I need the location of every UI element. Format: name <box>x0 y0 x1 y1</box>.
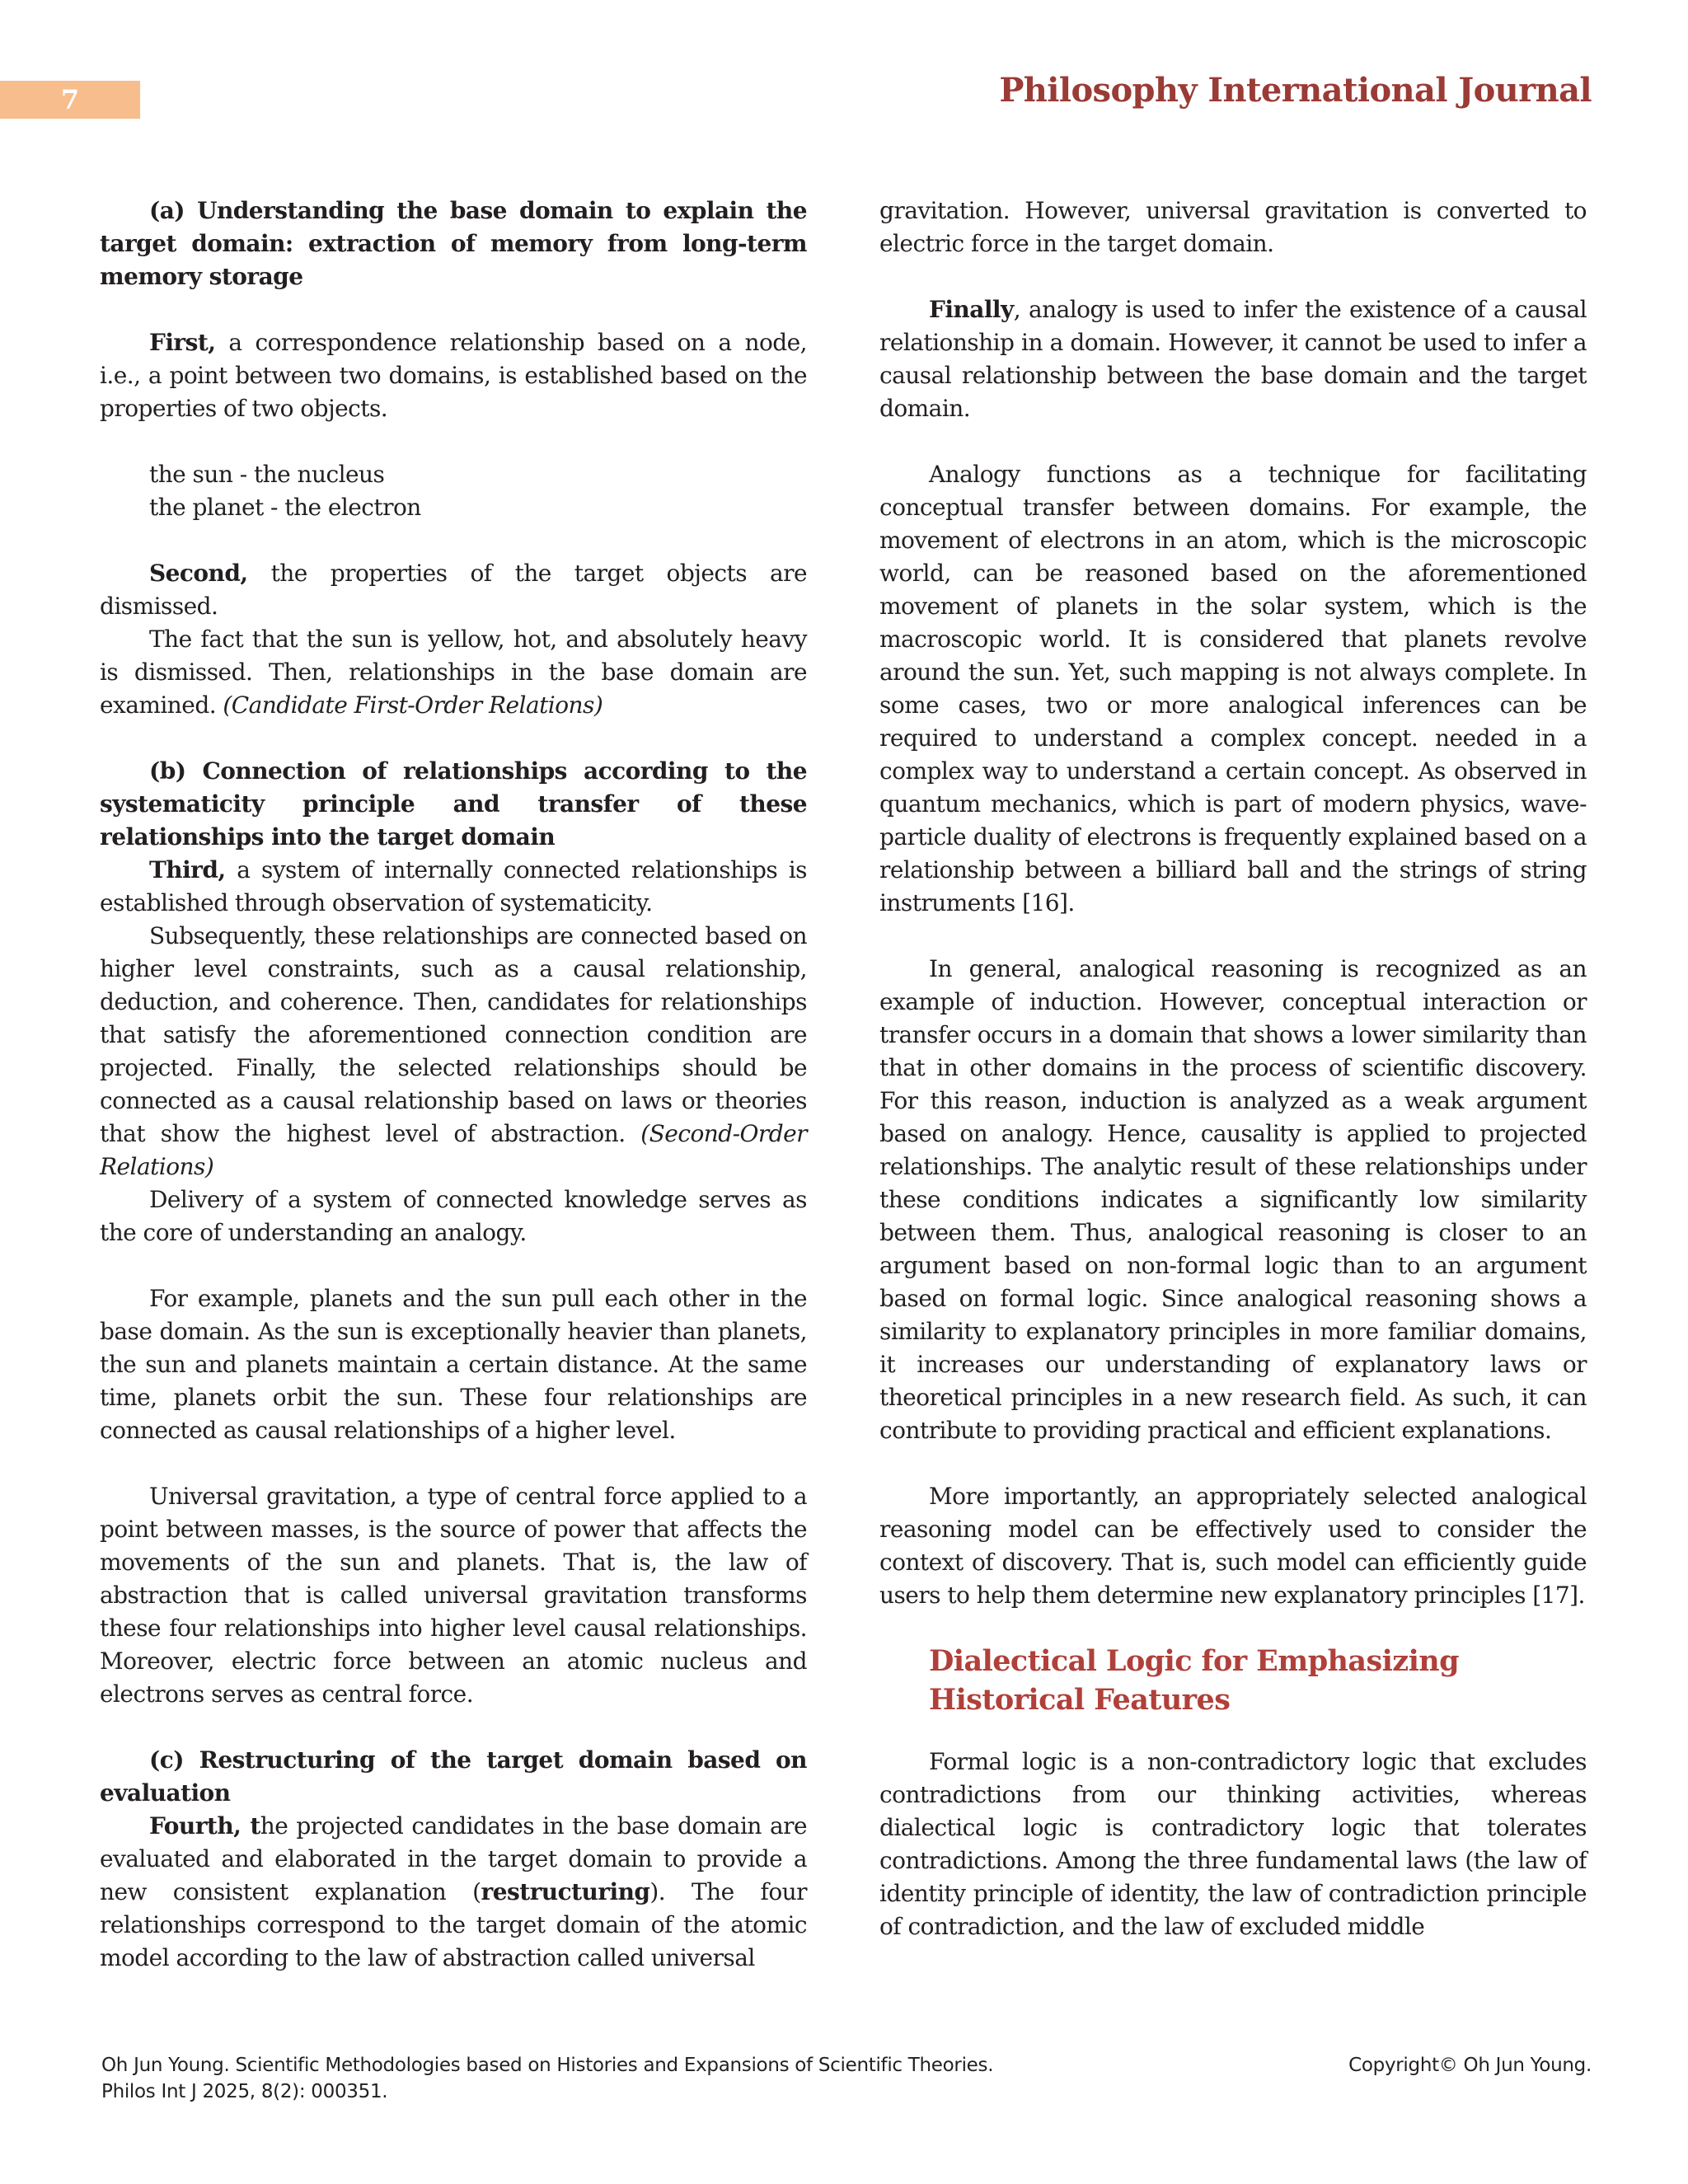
paragraph-delivery: Delivery of a system of connected knowledge serves as the core of understanding an analogy. <box>100 1186 807 1246</box>
paragraph-fourth: Fourth, the projected candidates in the base domain are evaluated and elaborated in the target domain to provide a new consistent explanation (restructuring). The four relationships correspond to the target domain of the atomic model according to the law of abstraction called universal <box>100 1812 807 1971</box>
paragraph-important: More importantly, an appropriately selected analogical reasoning model can be effectively used to consider the context of discovery. That is, such model can efficiently guide users to help them determine new explanatory principles [17]. <box>879 1483 1587 1609</box>
citation-line-1: Oh Jun Young. Scientific Methodologies based on Histories and Expansions of Scientific Theories. <box>101 2055 994 2076</box>
paragraph-subsequently: Subsequently, these relationships are connected based on higher level constraints, such as a causal relationship, deduction, and coherence. Then, candidates for relationships that satisfy the aforementioned connection condition are projected. Finally, the selected relationships should be connected as a causal relationship based on laws or theories that show the highest level of abstraction. (Second-Order Relations) <box>100 922 807 1180</box>
paragraph-first: First, a correspondence relationship based on a node, i.e., a point between two domains, is established based on the properties of two objects. <box>100 329 807 422</box>
fourth-label: Fourth, t <box>149 1812 260 1840</box>
paragraph-continuation: gravitation. However, universal gravitation is converted to electric force in the target domain. <box>879 197 1587 257</box>
journal-title: Philosophy International Journal <box>999 71 1592 110</box>
paragraph-universal: Universal gravitation, a type of central force applied to a point between masses, is the source of power that affects the movements of the sun and planets. That is, the law of abstraction that is called universal gravitation transforms these four relationships into higher level causal relationships. Moreover, electric force between an atomic nucleus and electrons serves as central force. <box>100 1483 807 1708</box>
right-column <box>879 194 1587 1943</box>
page-number: 7 <box>0 81 140 119</box>
paragraph-example: For example, planets and the sun pull each other in the base domain. As the sun is exceptionally heavier than planets, the sun and planets maintain a certain distance. At the same time, planets orbit the sun. These four relationships are connected as causal relationships of a higher level. <box>100 1285 807 1444</box>
heading-c: (c) Restructuring of the target domain based on evaluation <box>100 1746 807 1807</box>
citation-line-2: Philos Int J 2025, 8(2): 000351. <box>101 2081 388 2102</box>
paragraph-finally: Finally, analogy is used to infer the existence of a causal relationship in a domain. However, it cannot be used to infer a causal relationship between the base domain and the target domain. <box>879 296 1587 422</box>
heading-a: (a) Understanding the base domain to explain the target domain: extraction of memory from long-term memory storage <box>100 197 807 290</box>
first-label: First, <box>149 329 216 356</box>
left-column <box>100 194 807 1975</box>
paragraph-formal-logic: Formal logic is a non-contradictory logic that excludes contradictions from our thinking activities, whereas dialectical logic is contradictory logic that tolerates contradictions. Among the three fundamental laws (the law of identity principle of identity, the law of contradiction principle of contradiction, and the law of excluded middle <box>879 1748 1587 1940</box>
paragraph-analogy: Analogy functions as a technique for facilitating conceptual transfer between domains. For example, the movement of electrons in an atom, which is the microscopic world, can be reasoned based on the aforementioned movement of planets in the solar system, which is the macroscopic world. It is considered that planets revolve around the sun. Yet, such mapping is not always complete. In some cases, two or more analogical inferences can be required to understand a complex concept. needed in a complex way to understand a certain concept. As observed in quantum mechanics, which is part of modern physics, wave-particle duality of electrons is frequently explained based on a relationship between a billiard ball and the strings of string instruments [16]. <box>879 461 1587 916</box>
finally-label: Finally <box>929 296 1014 323</box>
footer-copyright: Copyright© Oh Jun Young. <box>1348 2055 1592 2076</box>
footer-citation <box>101 2052 993 2105</box>
paragraph-general: In general, analogical reasoning is recognized as an example of induction. However, conceptual interaction or transfer occurs in a domain that shows a lower similarity than that in other domains in the process of scientific discovery. For this reason, induction is analyzed as a weak argument based on analogy. Hence, causality is applied to projected relationships. The analytic result of these relationships under these conditions indicates a significantly low similarity between them. Thus, analogical reasoning is closer to an argument based on non-formal logic than to an argument based on formal logic. Since analogical reasoning shows a similarity to explanatory principles in more familiar domains, it increases our understanding of explanatory laws or theoretical principles in a new research field. As such, it can contribute to providing practical and efficient explanations. <box>879 955 1587 1444</box>
heading-b: (b) Connection of relationships according to the systematicity principle and transfer of these relationships into the target domain <box>100 757 807 851</box>
section-title: Dialectical Logic for Emphasizing Historical Features <box>929 1644 1459 1717</box>
paragraph-second: Second, the properties of the target objects are dismissed. <box>100 560 807 620</box>
third-label: Third, <box>149 856 226 883</box>
paragraph-third: Third, a system of internally connected relationships is established through observation of systematicity. <box>100 856 807 916</box>
paragraph-dismissed: The fact that the sun is yellow, hot, and absolutely heavy is dismissed. Then, relationships in the base domain are examined. (Candidate First-Order Relations) <box>100 626 807 719</box>
second-label: Second, <box>149 560 248 587</box>
pair-planet-electron: the planet - the electron <box>149 494 421 521</box>
pair-sun-nucleus: the sun - the nucleus <box>149 461 385 488</box>
